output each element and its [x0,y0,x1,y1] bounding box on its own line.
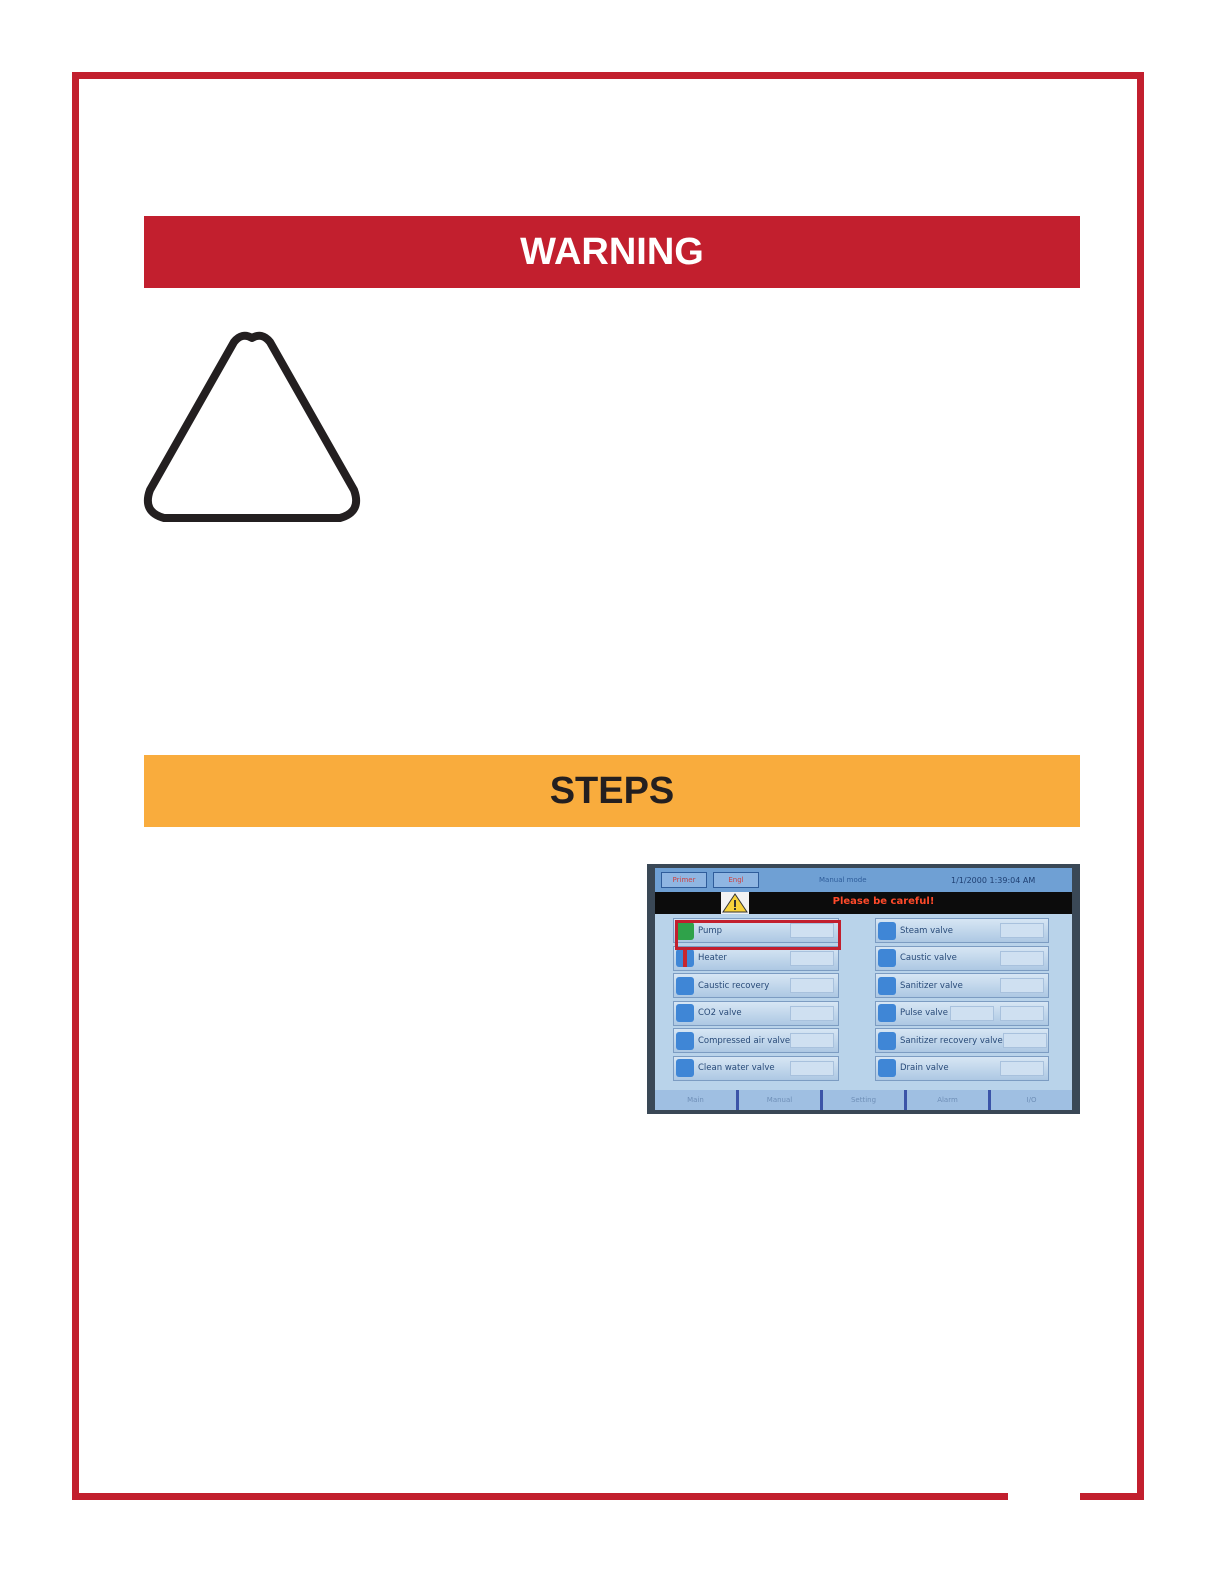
hmi-nav-io[interactable]: I/O [988,1090,1072,1110]
hmi-item-pulse-valve[interactable] [875,1001,1049,1026]
hmi-item-label: Caustic valve [900,953,957,964]
valve-icon [676,977,694,995]
hmi-item-co2-valve[interactable] [673,1001,839,1026]
steps-banner [144,755,1080,827]
hmi-bottom-nav [655,1090,1072,1110]
hmi-item-toggle[interactable] [1000,1006,1044,1021]
warning-banner [144,216,1080,288]
hmi-nav-main[interactable]: Main [687,1096,704,1104]
hmi-item-toggle[interactable] [1000,1061,1044,1076]
valve-icon [676,1032,694,1050]
hmi-item-steam-valve[interactable] [875,918,1049,943]
hmi-item-label: Compressed air valve [698,1035,791,1046]
hmi-nav-manual[interactable]: Manual [736,1090,820,1110]
hmi-item-toggle[interactable] [1000,978,1044,993]
valve-icon [878,1059,896,1077]
hmi-item-drain-valve[interactable] [875,1056,1049,1081]
frame-gap [1008,1492,1080,1501]
hmi-right-column [875,918,1049,1084]
steps-title: STEPS [549,769,675,812]
valve-icon [878,1032,896,1050]
hmi-item-toggle[interactable] [790,1061,834,1076]
warning-triangle-icon [142,330,362,530]
hmi-item-toggle[interactable] [790,1033,834,1048]
hmi-item-label: Steam valve [900,925,954,936]
valve-icon [878,1004,896,1022]
valve-icon [878,977,896,995]
valve-icon [676,1059,694,1077]
hmi-item-setpoint[interactable] [950,1006,994,1021]
hmi-nav-setting[interactable]: Setting [820,1090,904,1110]
hmi-item-toggle[interactable] [790,951,834,966]
hmi-screen [655,868,1072,1110]
hmi-tab-engl[interactable]: Engl [713,872,759,888]
hmi-item-label: Drain valve [900,1063,949,1074]
hmi-item-clean-water-valve[interactable] [673,1056,839,1081]
hmi-item-sanitizer-valve[interactable] [875,973,1049,998]
hmi-item-label: Pulse valve [900,1008,948,1019]
hmi-alert-text: Please be careful! [832,896,935,907]
hmi-item-label: Sanitizer recovery valve [900,1035,1003,1046]
hmi-item-caustic-valve[interactable] [875,946,1049,971]
hmi-item-sanitizer-recovery-valve[interactable] [875,1028,1049,1053]
valve-icon [878,949,896,967]
hmi-item-toggle[interactable] [1003,1033,1047,1048]
hmi-item-caustic-recovery[interactable] [673,973,839,998]
warning-title: WARNING [520,230,704,273]
hmi-item-compressed-air-valve[interactable] [673,1028,839,1053]
heater-icon [676,949,694,967]
hmi-alert-bar [655,892,1072,914]
hmi-item-label: Clean water valve [698,1063,775,1074]
valve-icon [676,1004,694,1022]
hmi-item-label: Heater [698,953,727,964]
hmi-title: Manual mode [819,876,867,884]
hmi-item-toggle[interactable] [1000,951,1044,966]
hmi-item-toggle[interactable] [790,978,834,993]
hmi-item-label: Pump [698,925,723,936]
hmi-item-label: Sanitizer valve [900,980,963,991]
hmi-item-toggle[interactable] [1000,923,1044,938]
hmi-item-toggle[interactable] [790,1006,834,1021]
hmi-item-label: CO2 valve [698,1008,742,1019]
hmi-datetime: 1/1/2000 1:39:04 AM [951,875,1036,885]
hmi-screenshot [647,864,1080,1114]
pump-highlight-box [675,920,841,950]
hmi-item-label: Caustic recovery [698,980,770,991]
hmi-topbar [655,868,1072,892]
hmi-tab-primer[interactable]: Primer [661,872,707,888]
hmi-nav-alarm[interactable]: Alarm [904,1090,988,1110]
valve-icon [878,922,896,940]
